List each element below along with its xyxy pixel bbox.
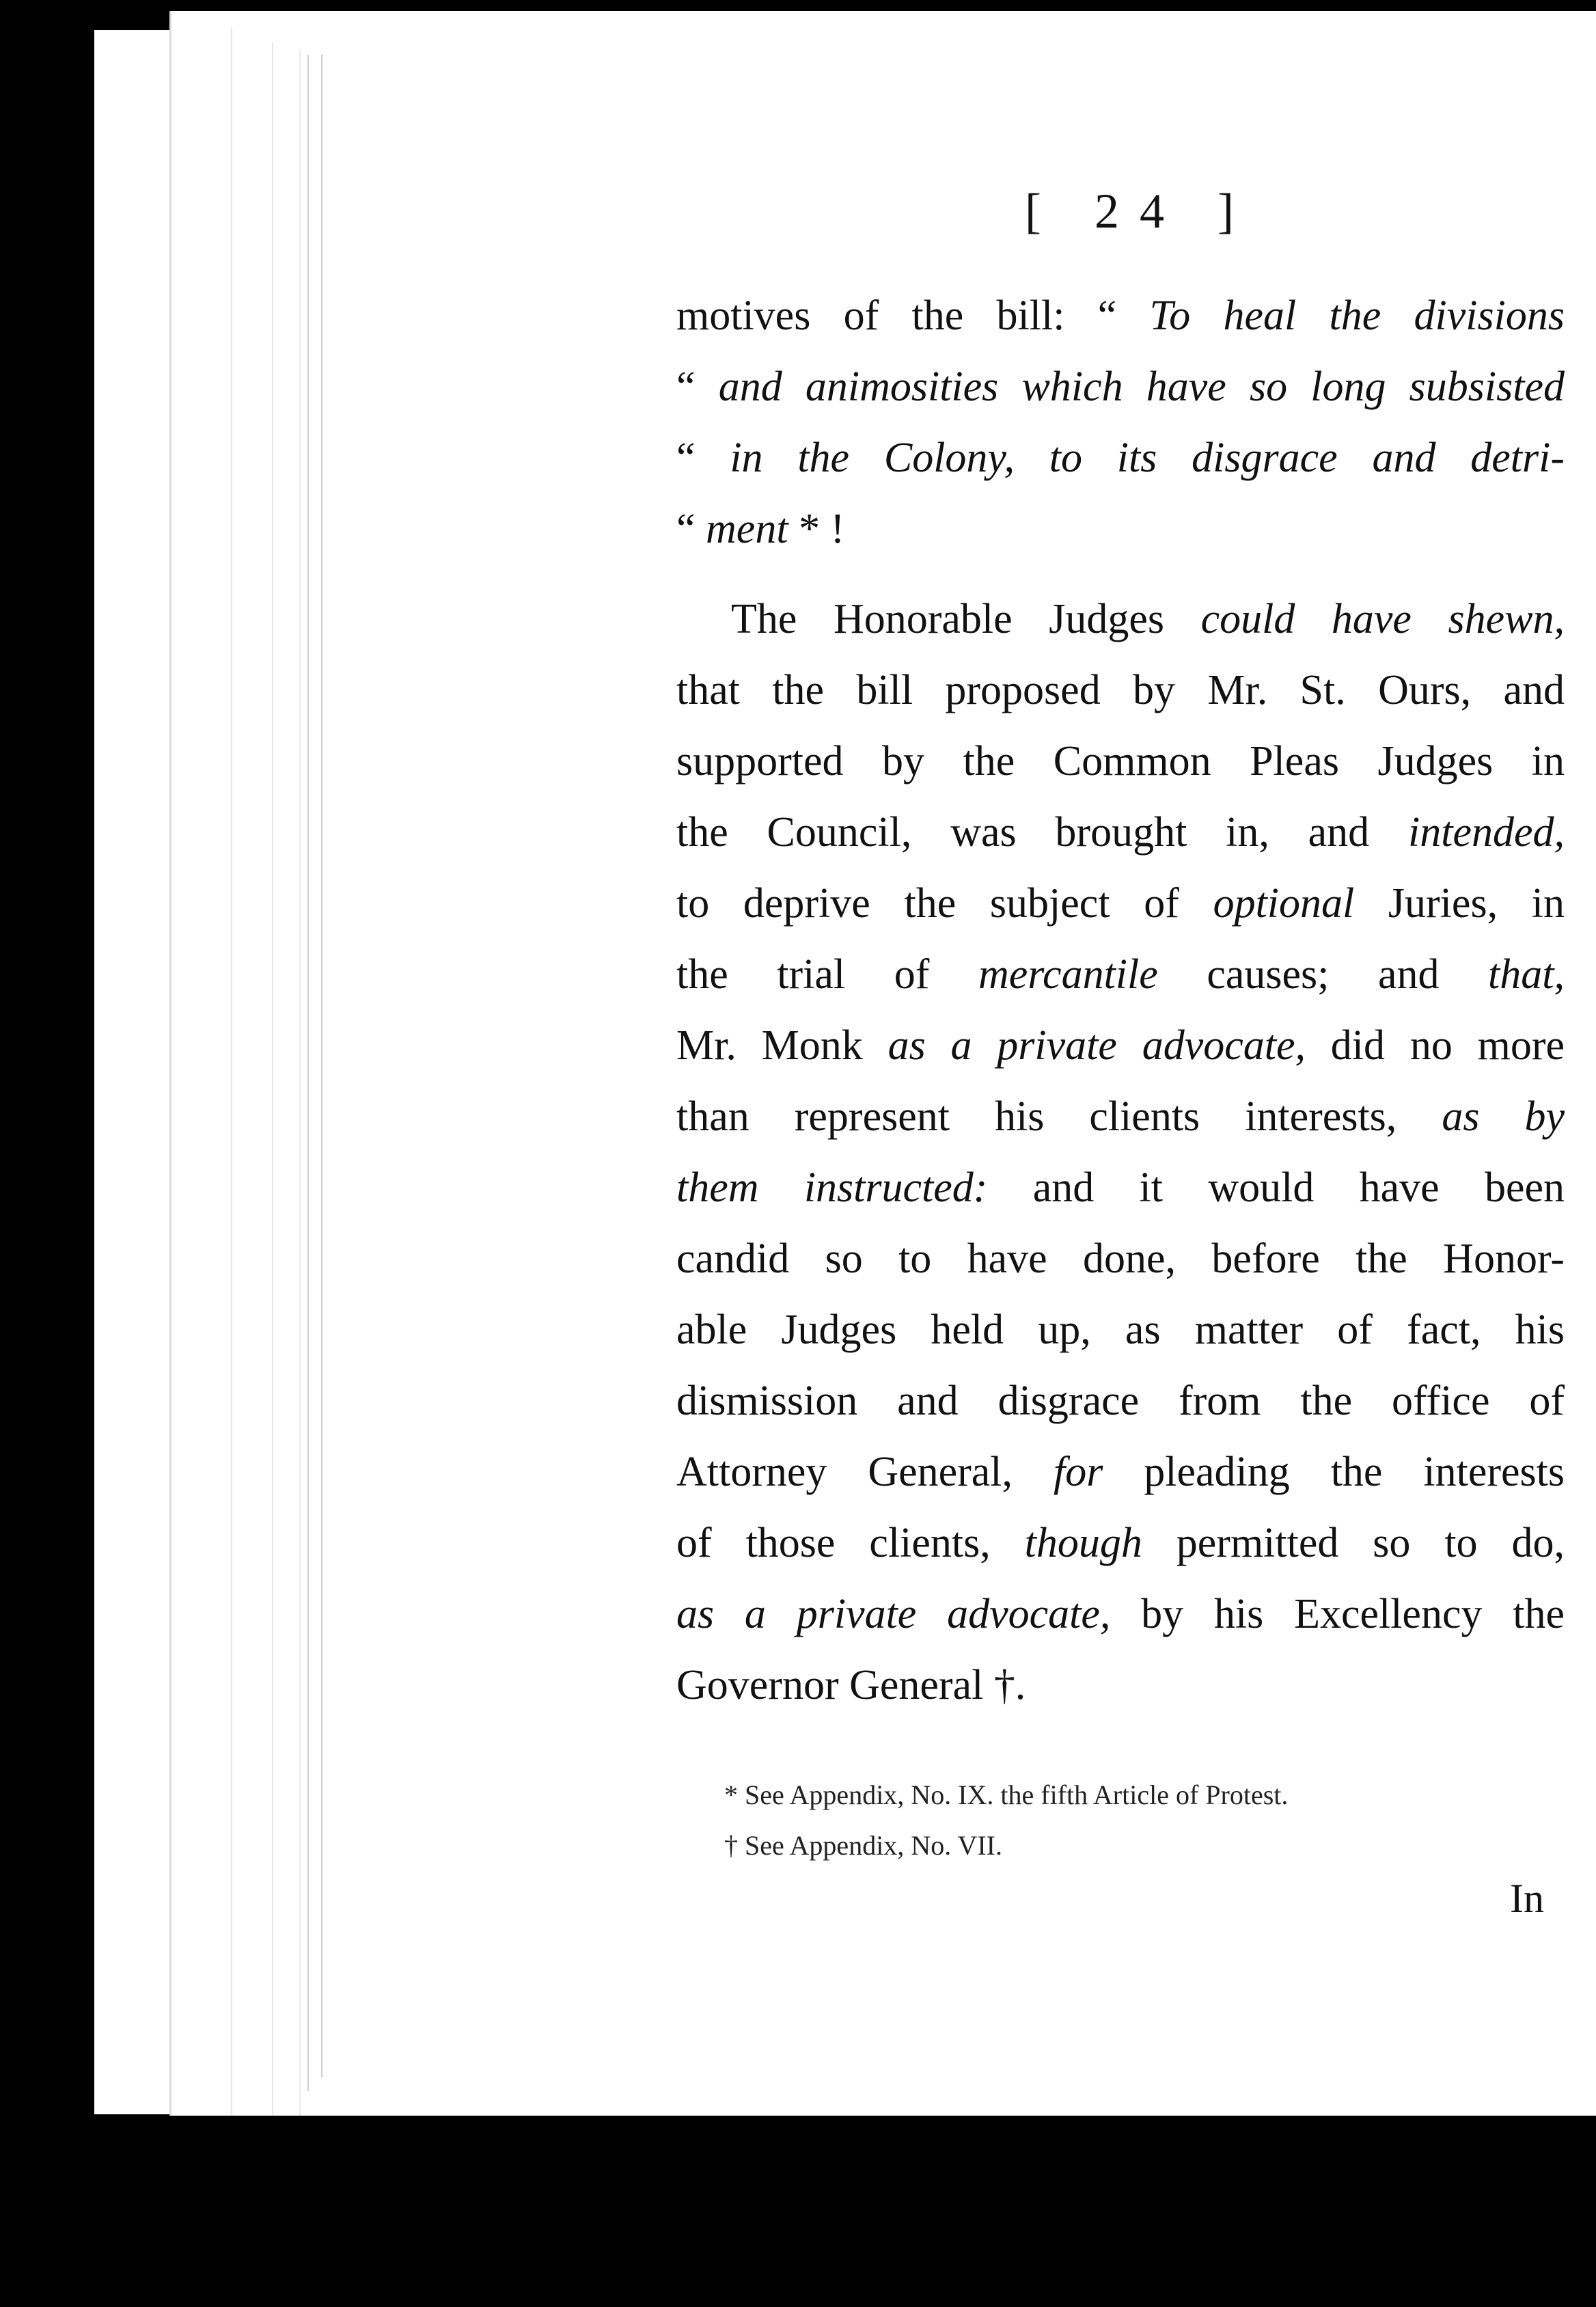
italic-text: as a private advocate, (888, 1022, 1306, 1069)
italic-text: as by (1442, 1093, 1565, 1140)
text-line (676, 351, 1565, 422)
text-line (676, 280, 1565, 351)
text-run: Attorney General, (676, 1449, 1054, 1495)
text-run: motives of the bill: “ (676, 292, 1150, 339)
catchword: In (1510, 1876, 1544, 1921)
body-text (676, 280, 1565, 1721)
text-run: than represent his clients interests, (676, 1093, 1442, 1140)
text-line (676, 1365, 1565, 1436)
page-edge-line (321, 55, 322, 2077)
text-run: able Judges held up, as matter of fact, his (676, 1307, 1565, 1353)
italic-text: though (1024, 1520, 1142, 1566)
italic-text: as a private advocate, (676, 1591, 1111, 1637)
text-line (676, 1081, 1565, 1152)
paragraph-gap (676, 564, 1565, 584)
text-run: “ (676, 506, 706, 552)
italic-text: intended, (1408, 809, 1565, 856)
footnotes (724, 1770, 1517, 1871)
text-run: that the bill proposed by Mr. St. Ours, and (676, 667, 1565, 713)
text-run: The Honorable Judges (731, 596, 1201, 642)
italic-text: To heal the divisions (1149, 292, 1565, 339)
text-line (676, 1436, 1565, 1507)
text-line (676, 1579, 1565, 1650)
italic-text: could have shewn, (1200, 596, 1565, 642)
text-run: the Council, was brought in, and (676, 809, 1408, 856)
italic-text: that, (1488, 951, 1565, 998)
text-line (676, 655, 1565, 726)
text-line (676, 1294, 1565, 1365)
italic-text: in the Colony, to its disgrace and detri- (730, 435, 1565, 481)
footnote: * See Appendix, No. IX. the fifth Article of Protest. (724, 1779, 1289, 1810)
page-number-header: [ 24 ] (1025, 184, 1254, 238)
text-line (676, 868, 1565, 939)
italic-text: ment (706, 506, 788, 552)
text-run: candid so to have done, before the Honor- (676, 1236, 1565, 1282)
text-line (676, 1507, 1565, 1579)
footnote: † See Appendix, No. VII. (724, 1830, 1002, 1861)
text-run: did no more (1306, 1022, 1565, 1069)
text-run: Juries, in (1354, 880, 1565, 927)
italic-text: them instructed: (676, 1164, 988, 1211)
italic-text: for (1053, 1449, 1103, 1495)
text-line (676, 584, 1565, 655)
text-run: * ! (788, 506, 845, 552)
italic-text: and animosities which have so long subsisted (718, 364, 1565, 410)
text-line (676, 1223, 1565, 1294)
text-run: by his Excellency the (1110, 1591, 1565, 1637)
text-run: Governor General †. (676, 1662, 1026, 1708)
page-edge-line (307, 55, 309, 2091)
text-run: to deprive the subject of (676, 880, 1213, 927)
text-run: and it would have been (987, 1164, 1565, 1211)
text-run: “ (676, 364, 719, 410)
text-run: supported by the Common Pleas Judges in (676, 738, 1565, 784)
text-line (676, 797, 1565, 868)
text-run: the trial of (676, 951, 978, 998)
text-run: “ (676, 435, 730, 481)
text-line (676, 726, 1565, 797)
text-run: of those clients, (676, 1520, 1025, 1566)
text-line (676, 1152, 1565, 1223)
text-run: pleading the interests (1103, 1449, 1565, 1495)
text-run: permitted so to do, (1142, 1520, 1565, 1566)
text-line (676, 1010, 1565, 1081)
text-run: Mr. Monk (676, 1022, 888, 1069)
text-run: causes; and (1157, 951, 1489, 998)
text-line (676, 493, 1565, 564)
text-run: dismission and disgrace from the office of (676, 1378, 1565, 1424)
text-line (676, 422, 1565, 493)
text-line (676, 939, 1565, 1010)
italic-text: mercantile (978, 951, 1158, 998)
text-line (676, 1650, 1565, 1721)
italic-text: optional (1213, 880, 1355, 927)
